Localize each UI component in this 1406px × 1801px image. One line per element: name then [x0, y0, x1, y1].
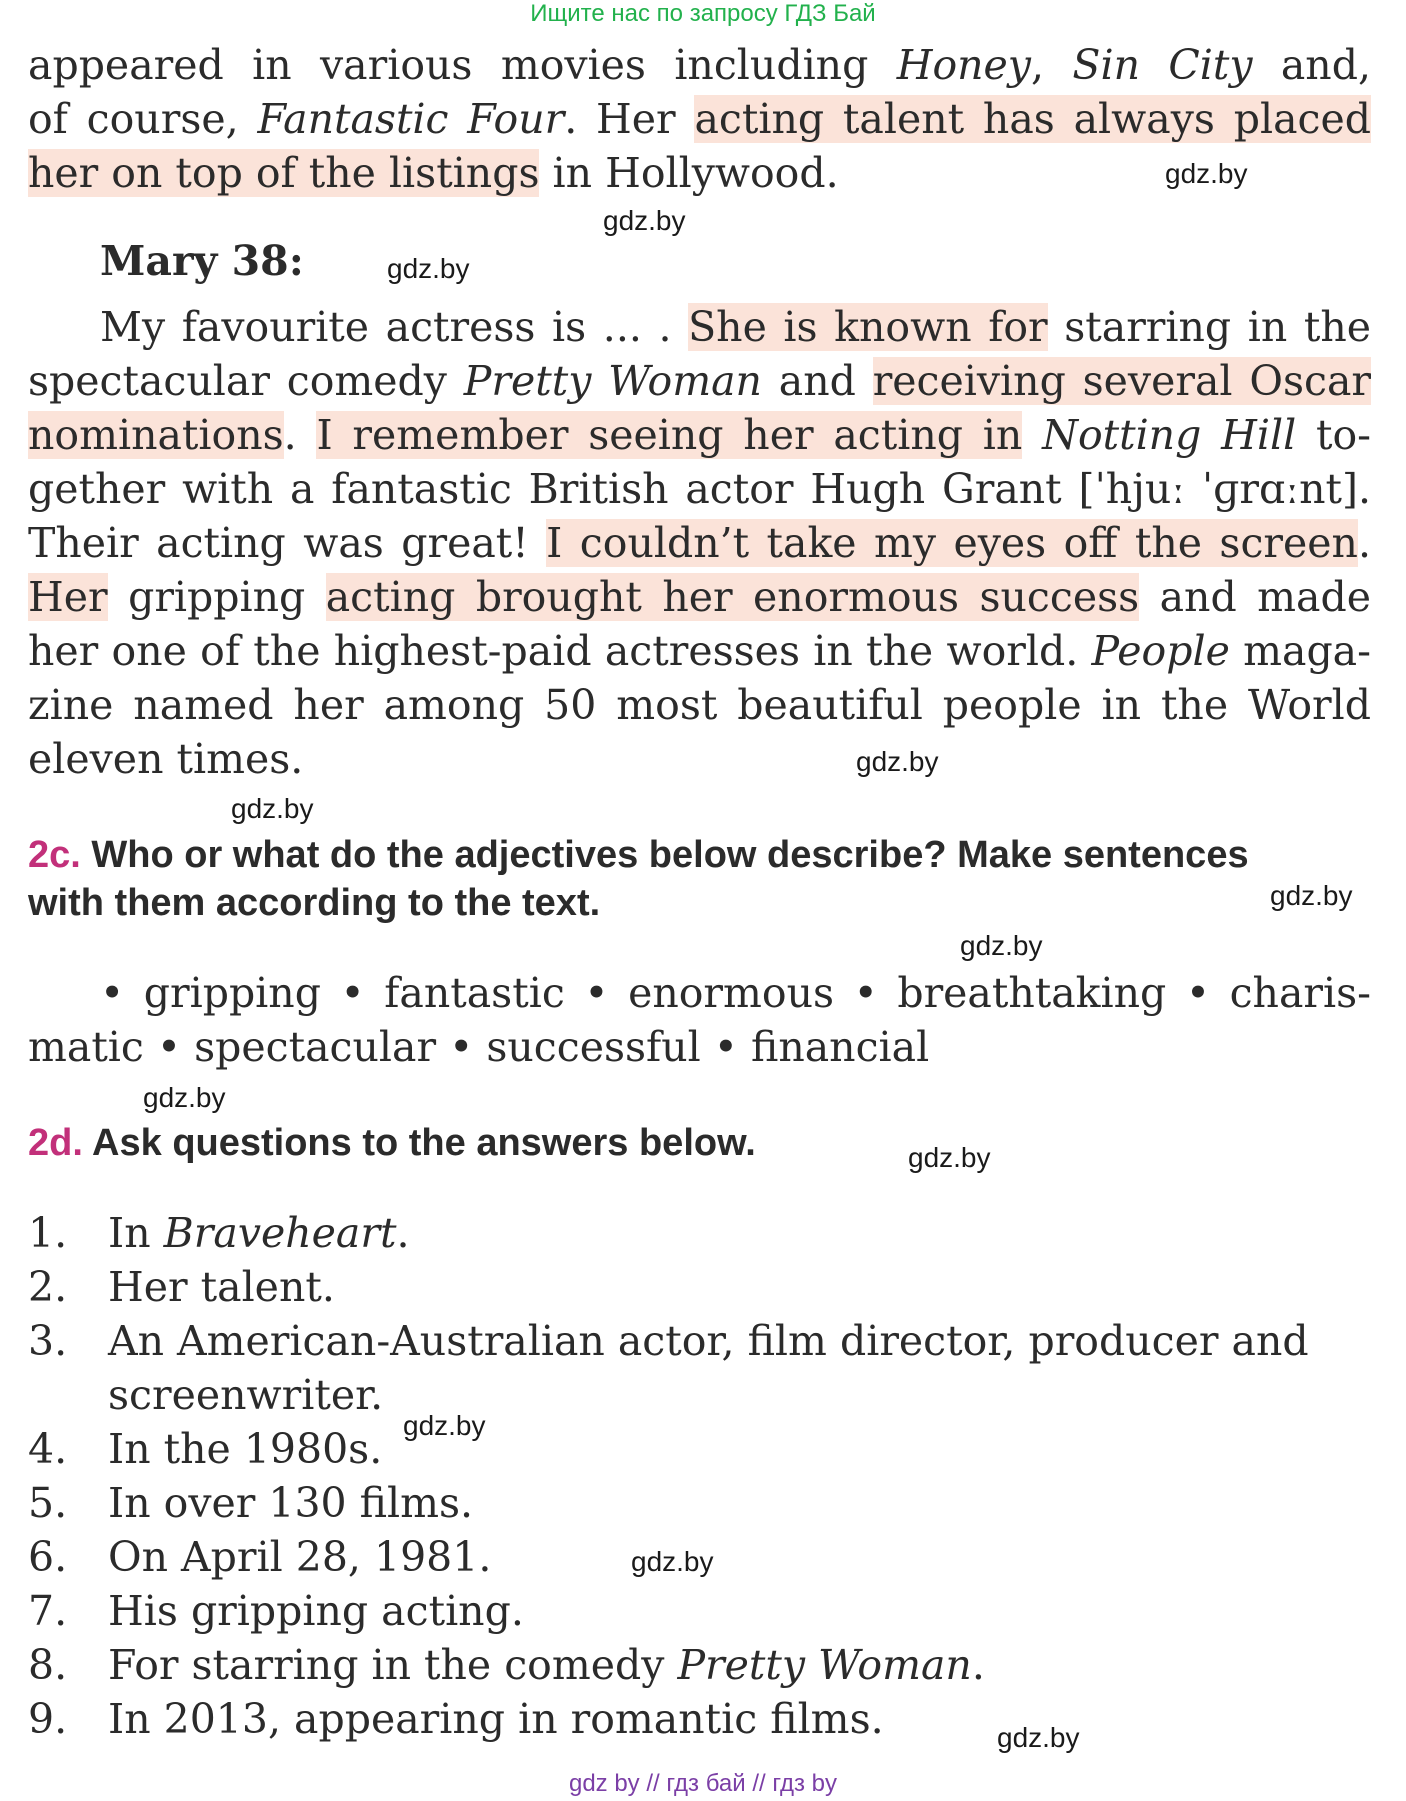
passage-line: Their acting was great! I couldn’t take my eyes off the screen. — [28, 519, 1372, 567]
passage-line: Her gripping acting brought her enormous success and made — [28, 573, 1371, 621]
answer-item-cont: screenwriter. — [108, 1371, 384, 1419]
highlight: acting talent has always placed — [694, 95, 1371, 143]
adjective-list: • gripping • fantastic • enormous • breathtaking • charis- — [100, 969, 1371, 1017]
highlight: Her — [28, 573, 108, 621]
highlight: receiving several Oscar — [872, 357, 1371, 405]
watermark: gdz.by — [143, 1082, 226, 1113]
highlight: nominations — [28, 411, 284, 459]
highlight: I remember seeing her acting in — [316, 411, 1023, 459]
watermark: gdz.by — [960, 930, 1043, 961]
adjective-list: matic • spectacular • successful • financial — [28, 1023, 930, 1071]
task-2c-heading-cont: with them according to the text. — [28, 882, 601, 924]
passage-line: nominations. I remember seeing her acting in Notting Hill to- — [28, 411, 1371, 459]
watermark: gdz.by — [631, 1546, 714, 1577]
answer-item: 6. On April 28, 1981. — [28, 1533, 492, 1581]
passage-line: zine named her among 50 most beautiful people in the World — [28, 681, 1371, 729]
watermark: gdz.by — [387, 253, 470, 284]
highlight: She is known for — [688, 303, 1048, 351]
author-name: Mary 38: — [100, 237, 304, 285]
passage-line: eleven times. — [28, 735, 304, 783]
watermark: gdz.by — [908, 1142, 991, 1173]
task-2c-heading: 2c. Who or what do the adjectives below describe? Make sentences — [28, 834, 1249, 876]
passage-line: her on top of the listings in Hollywood. — [28, 149, 839, 197]
watermark: gdz.by — [603, 205, 686, 236]
watermark: gdz.by — [231, 793, 314, 824]
passage-line: of course, Fantastic Four. Her acting talent has always placed — [28, 95, 1371, 143]
answer-item: 1. In Braveheart. — [28, 1209, 410, 1257]
passage-line: spectacular comedy Pretty Woman and receiving several Oscar — [28, 357, 1371, 405]
answer-item: 9. In 2013, appearing in romantic films. — [28, 1695, 884, 1743]
answer-item: 5. In over 130 films. — [28, 1479, 474, 1527]
highlight: acting brought her enormous success — [325, 573, 1140, 621]
watermark: gdz.by — [1165, 158, 1248, 189]
passage-line: appeared in various movies including Honey, Sin City and, — [28, 41, 1371, 89]
search-hint-banner[interactable]: Ищите нас по запросу ГДЗ Бай — [530, 0, 876, 27]
highlight: I couldn’t take my eyes off the screen — [546, 519, 1358, 567]
answer-item: 8. For starring in the comedy Pretty Woman. — [28, 1641, 985, 1689]
highlight: her on top of the listings — [28, 149, 540, 197]
watermark: gdz.by — [997, 1722, 1080, 1753]
passage-line: gether with a fantastic British actor Hugh Grant [ˈhjuː ˈɡrɑːnt]. — [28, 465, 1371, 513]
answer-item: 3. An American-Australian actor, film director, producer and — [28, 1317, 1309, 1365]
task-2d-heading: 2d. Ask questions to the answers below. — [28, 1122, 756, 1164]
passage-line: her one of the highest-paid actresses in the world. People maga- — [28, 627, 1371, 675]
footer-links[interactable]: gdz by // гдз бай // гдз by — [568, 1770, 838, 1797]
passage-line: My favourite actress is ... . She is known for starring in the — [100, 303, 1371, 351]
watermark: gdz.by — [856, 746, 939, 777]
answer-item: 4. In the 1980s. — [28, 1425, 383, 1473]
watermark: gdz.by — [1270, 880, 1353, 911]
answer-item: 2. Her talent. — [28, 1263, 335, 1311]
answer-item: 7. His gripping acting. — [28, 1587, 524, 1635]
watermark: gdz.by — [403, 1410, 486, 1441]
